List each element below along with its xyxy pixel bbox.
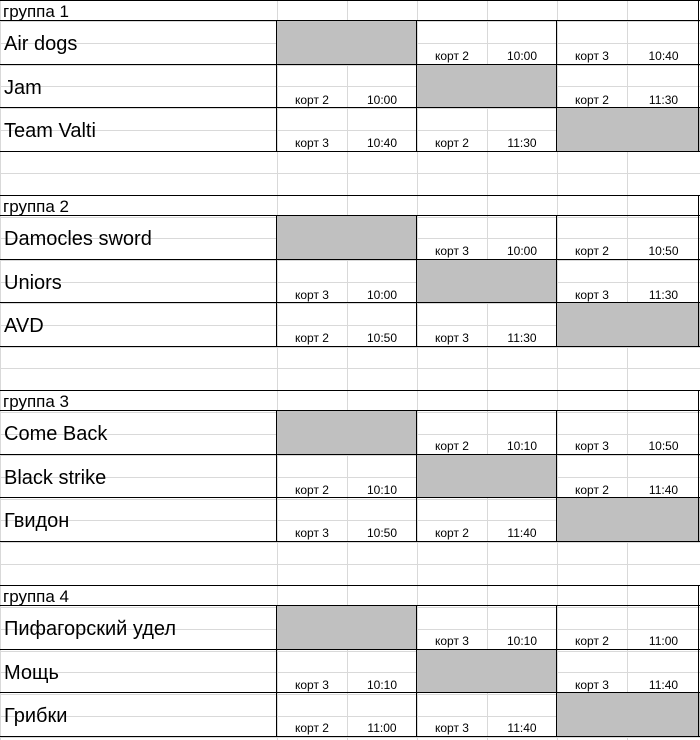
team-name: Jam [4,76,42,99]
self-match-cell [557,693,700,737]
background-grid-line [0,542,700,543]
background-grid-line [487,0,488,740]
self-match-cell [277,21,417,65]
team-name: Black strike [4,466,107,489]
self-match-cell [557,303,700,347]
match-court: корт 3 [295,677,329,692]
team-name: AVD [4,315,44,337]
match-court: корт 3 [435,721,469,735]
group-border [698,216,699,347]
self-match-cell [277,606,417,650]
team-name: Пифагорский удел [4,618,177,640]
match-time: 11:30 [648,287,679,302]
background-grid-line [0,347,700,348]
match-time: 10:50 [648,439,679,453]
match-court: корт 2 [575,244,609,258]
group-title: группа 3 [3,392,70,411]
background-grid-line [0,260,700,261]
match-court: корт 2 [295,482,329,497]
match-court: корт 2 [575,634,609,648]
match-time: 10:10 [506,634,538,648]
match-time: 11:00 [367,721,397,735]
group-border [698,585,699,606]
match-time: 10:00 [366,92,398,107]
match-time: 11:30 [507,331,537,345]
team-name: Team Valti [4,120,96,142]
match-court: корт 2 [435,136,469,150]
background-grid-line [0,737,700,738]
match-time: 10:10 [366,677,398,692]
match-time: 11:30 [507,136,537,150]
team-name: Мощь [4,661,59,684]
background-grid-line [0,86,700,87]
match-time: 11:30 [648,92,679,107]
team-name: Damocles sword [4,228,152,250]
group-border [556,216,557,347]
match-time: 11:40 [648,677,679,692]
match-court: корт 3 [435,634,469,648]
group-border [0,390,700,391]
match-time: 11:00 [648,634,679,648]
match-court: корт 2 [575,92,609,107]
background-grid-line [0,65,700,66]
group-title: группа 2 [3,197,70,216]
match-time: 11:40 [648,482,679,497]
match-time: 10:40 [366,136,398,150]
group-border [698,411,699,542]
group-border [276,216,277,347]
self-match-cell [277,216,417,260]
self-match-cell [277,411,417,455]
group-border [698,606,699,737]
group-border [276,411,277,542]
group-title: группа 4 [3,587,70,606]
match-time: 10:40 [648,49,679,63]
self-match-cell [417,65,557,109]
background-grid-line [0,564,700,565]
group-border [0,346,700,347]
match-court: корт 2 [295,721,329,735]
match-time: 10:50 [648,244,679,258]
group-border [416,411,417,542]
group-border [0,302,700,303]
match-time: 10:50 [366,331,398,345]
group-border [0,0,700,1]
group-border [276,21,277,152]
group-border [0,20,700,21]
match-court: корт 3 [435,244,469,258]
self-match-cell [417,260,557,304]
background-grid-line [0,672,700,673]
group-border [0,541,700,542]
group-border [0,497,700,498]
group-border [416,606,417,737]
self-match-cell [557,498,700,542]
match-court: корт 3 [575,677,609,692]
match-court: корт 2 [575,482,609,497]
background-grid-line [0,282,700,283]
match-court: корт 2 [295,331,329,345]
group-border [0,649,700,650]
group-border [0,107,700,108]
match-time: 10:00 [506,49,538,63]
match-court: корт 3 [295,287,329,302]
group-border [698,0,699,21]
group-border [698,21,699,152]
group-border [698,195,699,216]
group-border [556,21,557,152]
match-court: корт 2 [435,49,469,63]
background-grid-line [0,173,700,174]
team-name: Uniors [4,271,62,294]
match-court: корт 3 [575,439,609,453]
group-border [276,606,277,737]
match-court: корт 3 [295,526,329,540]
group-border [416,21,417,152]
team-name: Грибки [4,705,68,727]
group-border [0,410,700,411]
group-border [556,606,557,737]
match-time: 11:40 [507,721,537,735]
match-court: корт 3 [435,331,469,345]
match-time: 10:10 [366,482,398,497]
team-name: Come Back [4,423,108,445]
match-court: корт 2 [435,526,469,540]
self-match-cell [417,455,557,499]
group-border [0,195,700,196]
team-name: Air dogs [4,33,78,55]
group-border [416,216,417,347]
group-border [0,736,700,737]
group-border [0,454,700,455]
match-court: корт 2 [435,439,469,453]
group-border [0,259,700,260]
background-grid-line [0,368,700,369]
group-border [556,411,557,542]
background-grid-line [0,455,700,456]
group-border [0,151,700,152]
group-border [0,605,700,606]
match-time: 11:40 [507,526,537,540]
group-border [0,585,700,586]
group-border [0,692,700,693]
match-court: корт 3 [295,136,329,150]
match-time: 10:10 [506,439,538,453]
self-match-cell [417,650,557,694]
match-court: корт 2 [295,92,329,107]
group-title: группа 1 [3,2,70,21]
self-match-cell [557,108,700,152]
group-border [698,390,699,411]
group-border [0,215,700,216]
match-time: 10:00 [366,287,398,302]
match-court: корт 3 [575,287,609,302]
group-border [0,64,700,65]
team-name: Гвидон [4,510,70,532]
match-time: 10:50 [366,526,398,540]
match-time: 10:00 [506,244,538,258]
background-grid-line [0,651,700,652]
match-court: корт 3 [575,49,609,63]
